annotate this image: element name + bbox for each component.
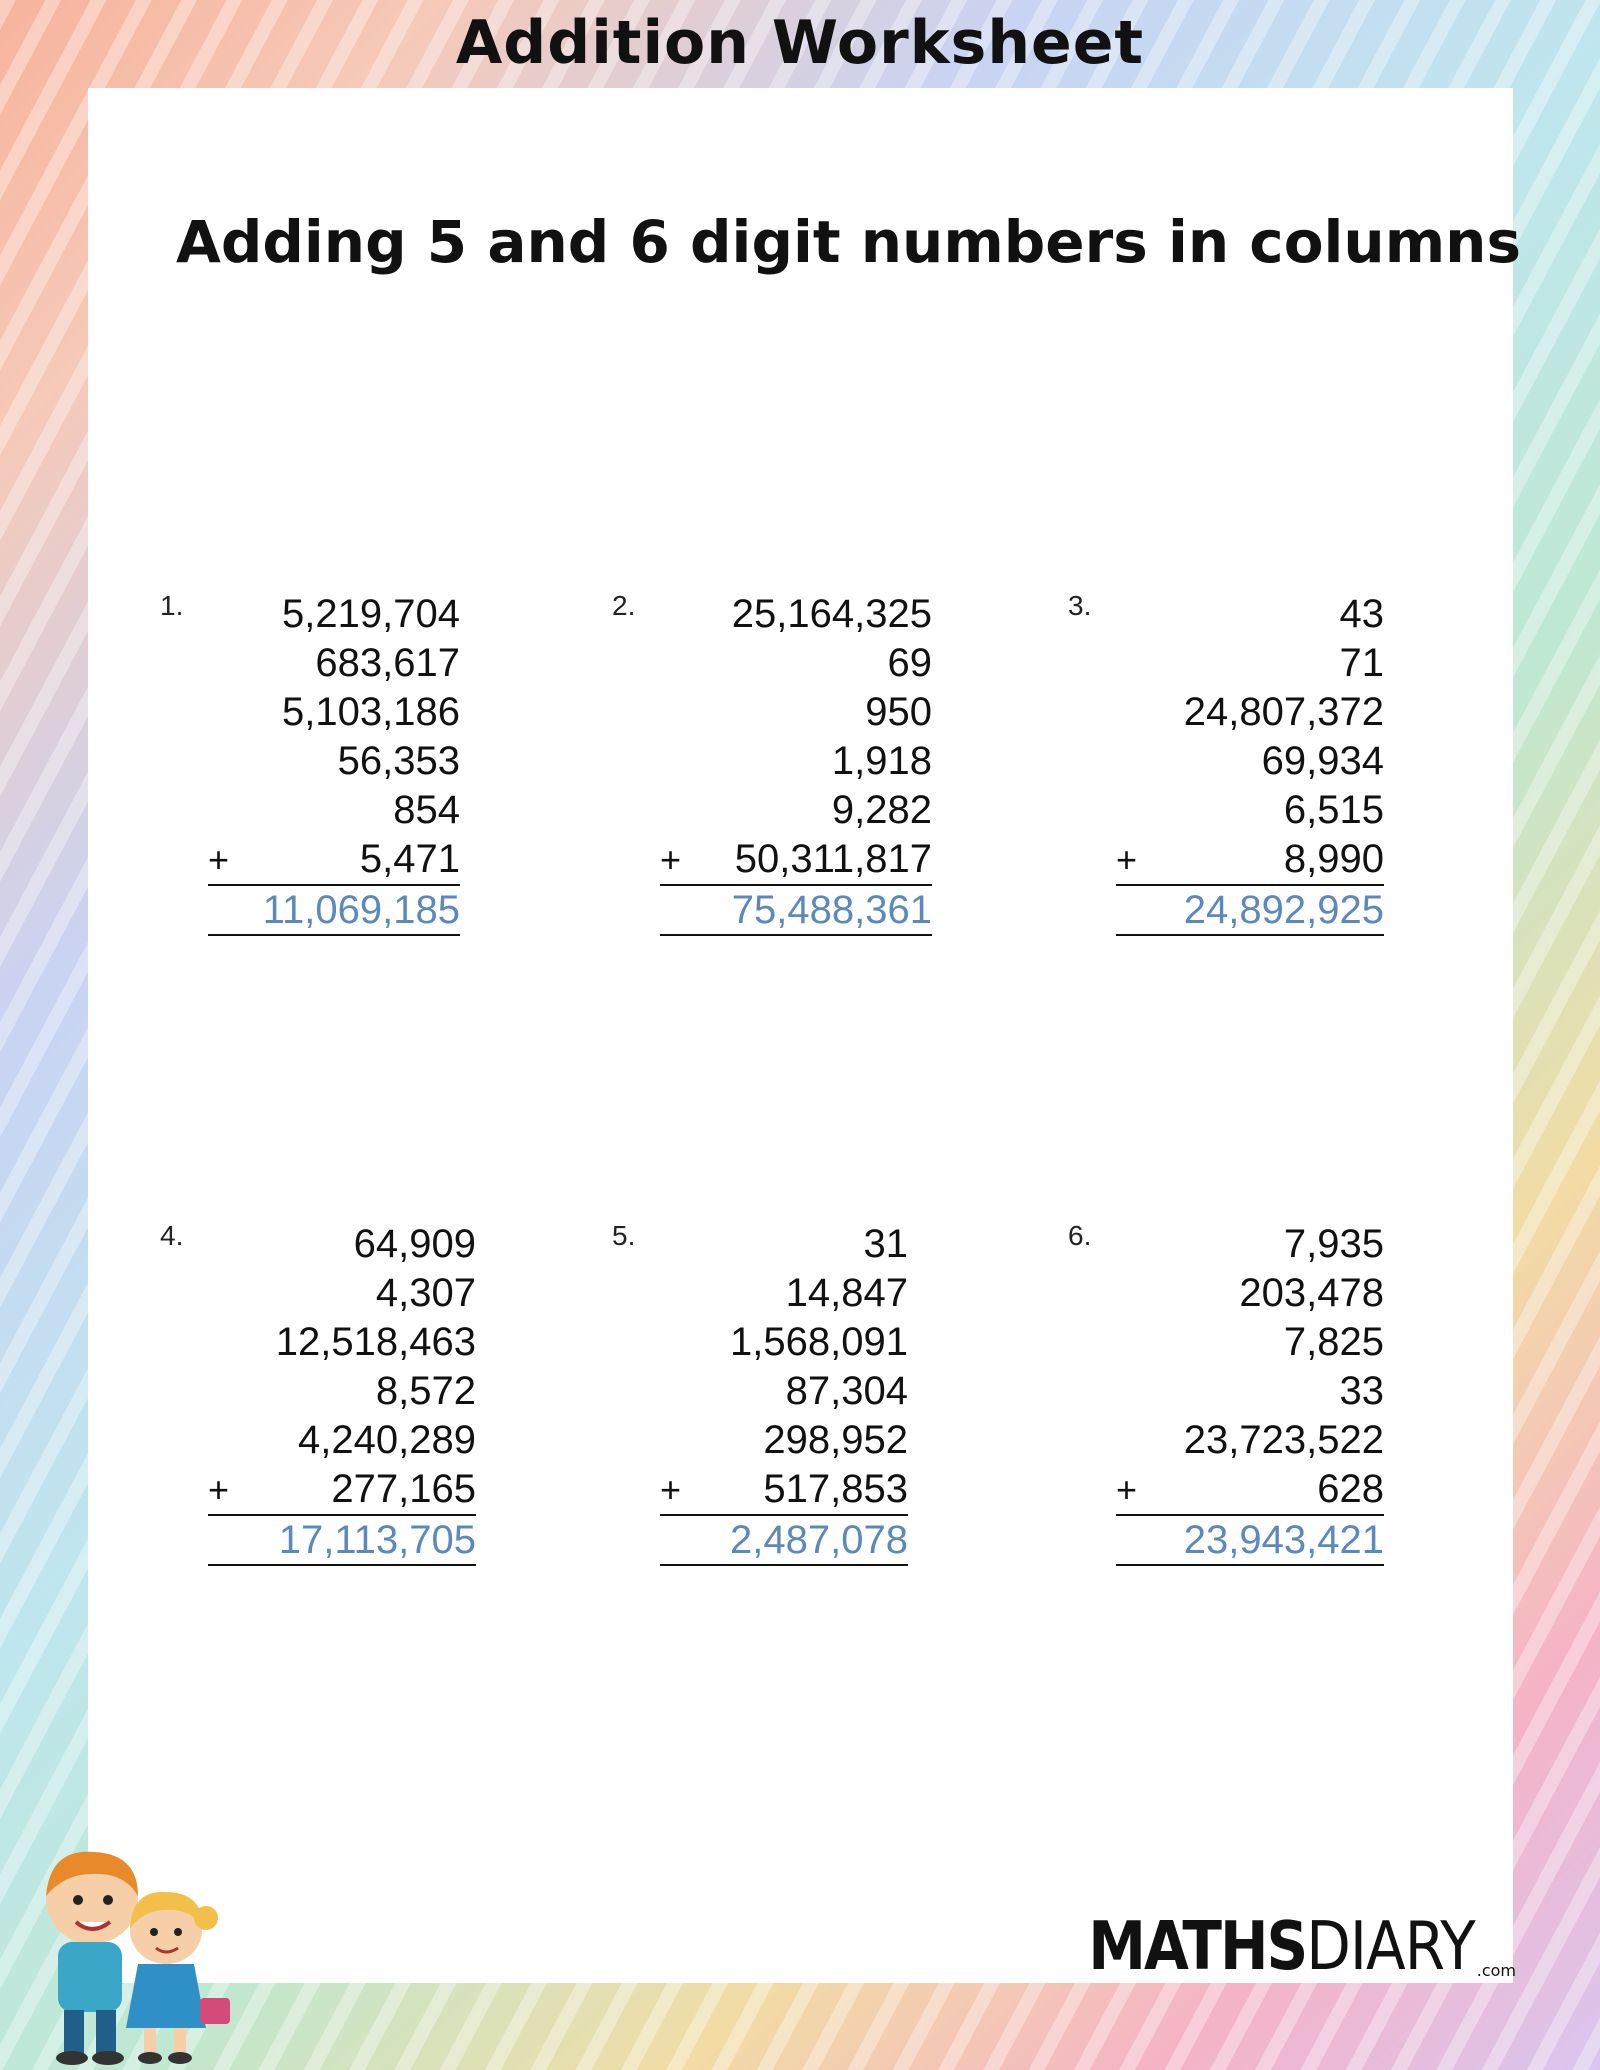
addend: 64,909: [353, 1222, 476, 1266]
addend: 24,807,372: [1183, 690, 1384, 734]
answer: 11,069,185: [208, 884, 460, 936]
addend-row: [1116, 1269, 1384, 1318]
addend-row: [1116, 786, 1384, 835]
answer: 75,488,361: [660, 884, 932, 936]
addend: 517,853: [763, 1467, 908, 1511]
addend-row: [208, 1465, 476, 1514]
problem-rows: [1116, 590, 1384, 936]
addend: 8,572: [375, 1369, 476, 1413]
addend: 12,518,463: [275, 1320, 476, 1364]
addend-row: [660, 737, 932, 786]
addend-row: [208, 786, 460, 835]
addend-row: [208, 1416, 476, 1465]
addend: 25,164,325: [731, 592, 932, 636]
addend-row: [1116, 1465, 1384, 1514]
addend: 23,723,522: [1183, 1418, 1384, 1462]
addend-row: [1116, 590, 1384, 639]
addend: 50,311,817: [734, 837, 932, 881]
addend: 854: [393, 788, 460, 832]
addend-row: [1116, 1416, 1384, 1465]
problem-rows: [1116, 1220, 1384, 1566]
problem-number: 5.: [612, 1220, 636, 1251]
answer: 17,113,705: [208, 1514, 476, 1566]
plus-sign: +: [1116, 839, 1138, 880]
problem-rows: [660, 590, 932, 936]
worksheet-subtitle: Adding 5 and 6 digit numbers in columns: [176, 208, 1521, 276]
addend-row: [208, 590, 460, 639]
addend: 4,307: [375, 1271, 476, 1315]
addend-row: [208, 688, 460, 737]
problem-rows: [208, 590, 460, 936]
answer: 24,892,925: [1116, 884, 1384, 936]
addend-row: [208, 1220, 476, 1269]
addend-row: [660, 590, 932, 639]
addend-row: [660, 786, 932, 835]
addend: 7,935: [1283, 1222, 1384, 1266]
addend-row: [208, 1318, 476, 1367]
addend: 7,825: [1283, 1320, 1384, 1364]
addend-row: [660, 835, 932, 884]
addend: 203,478: [1239, 1271, 1384, 1315]
problem-number: 6.: [1068, 1220, 1092, 1251]
addend-row: [660, 1367, 908, 1416]
addend: 69,934: [1261, 739, 1384, 783]
addend-row: [660, 1269, 908, 1318]
addend: 33: [1339, 1369, 1384, 1413]
addend-row: [660, 1465, 908, 1514]
problem-number: 3.: [1068, 590, 1092, 621]
addend: 8,990: [1283, 837, 1384, 881]
addend: 950: [865, 690, 932, 734]
answer: 23,943,421: [1116, 1514, 1384, 1566]
addend-row: [208, 1269, 476, 1318]
addend: 1,918: [831, 739, 932, 783]
plus-sign: +: [660, 1469, 682, 1510]
addend: 87,304: [785, 1369, 908, 1413]
addend-row: [1116, 835, 1384, 884]
addend: 56,353: [337, 739, 460, 783]
problem-number: 4.: [160, 1220, 184, 1251]
addend: 298,952: [763, 1418, 908, 1462]
addend: 4,240,289: [298, 1418, 476, 1462]
plus-sign: +: [208, 1469, 230, 1510]
addend: 9,282: [831, 788, 932, 832]
addend: 5,471: [359, 837, 460, 881]
addend-row: [1116, 737, 1384, 786]
addend-row: [1116, 1367, 1384, 1416]
addend-row: [208, 737, 460, 786]
problem-rows: [660, 1220, 908, 1566]
addend-row: [660, 1318, 908, 1367]
addend: 6,515: [1283, 788, 1384, 832]
addend-row: [660, 688, 932, 737]
addend-row: [660, 1416, 908, 1465]
addend: 31: [863, 1222, 908, 1266]
addend: 683,617: [315, 641, 460, 685]
addend: 628: [1317, 1467, 1384, 1511]
two-school-kids-illustration: [20, 1838, 240, 2068]
addend-row: [208, 639, 460, 688]
addend: 1,568,091: [730, 1320, 908, 1364]
addend-row: [660, 639, 932, 688]
logo-diary: DIARY: [1306, 1906, 1475, 1986]
plus-sign: +: [660, 839, 682, 880]
addend-row: [1116, 639, 1384, 688]
plus-sign: +: [208, 839, 230, 880]
addend-row: [1116, 1318, 1384, 1367]
mathsdiary-logo: [1088, 1906, 1516, 1986]
worksheet-sheet: [88, 88, 1513, 1986]
addend-row: [660, 1220, 908, 1269]
addend-row: [1116, 688, 1384, 737]
problem-number: 2.: [612, 590, 636, 621]
addend: 277,165: [331, 1467, 476, 1511]
addend-row: [1116, 1220, 1384, 1269]
logo-maths: MATHS: [1088, 1906, 1307, 1986]
addend-row: [208, 1367, 476, 1416]
addend: 5,103,186: [282, 690, 460, 734]
addend: 69: [887, 641, 932, 685]
plus-sign: +: [1116, 1469, 1138, 1510]
addend: 14,847: [785, 1271, 908, 1315]
addend: 5,219,704: [282, 592, 460, 636]
problem-number: 1.: [160, 590, 184, 621]
answer: 2,487,078: [660, 1514, 908, 1566]
logo-com: .com: [1476, 1961, 1516, 1980]
addend: 43: [1339, 592, 1384, 636]
problem-rows: [208, 1220, 476, 1566]
worksheet-title: Addition Worksheet: [455, 8, 1145, 78]
addend: 71: [1339, 641, 1384, 685]
addend-row: [208, 835, 460, 884]
